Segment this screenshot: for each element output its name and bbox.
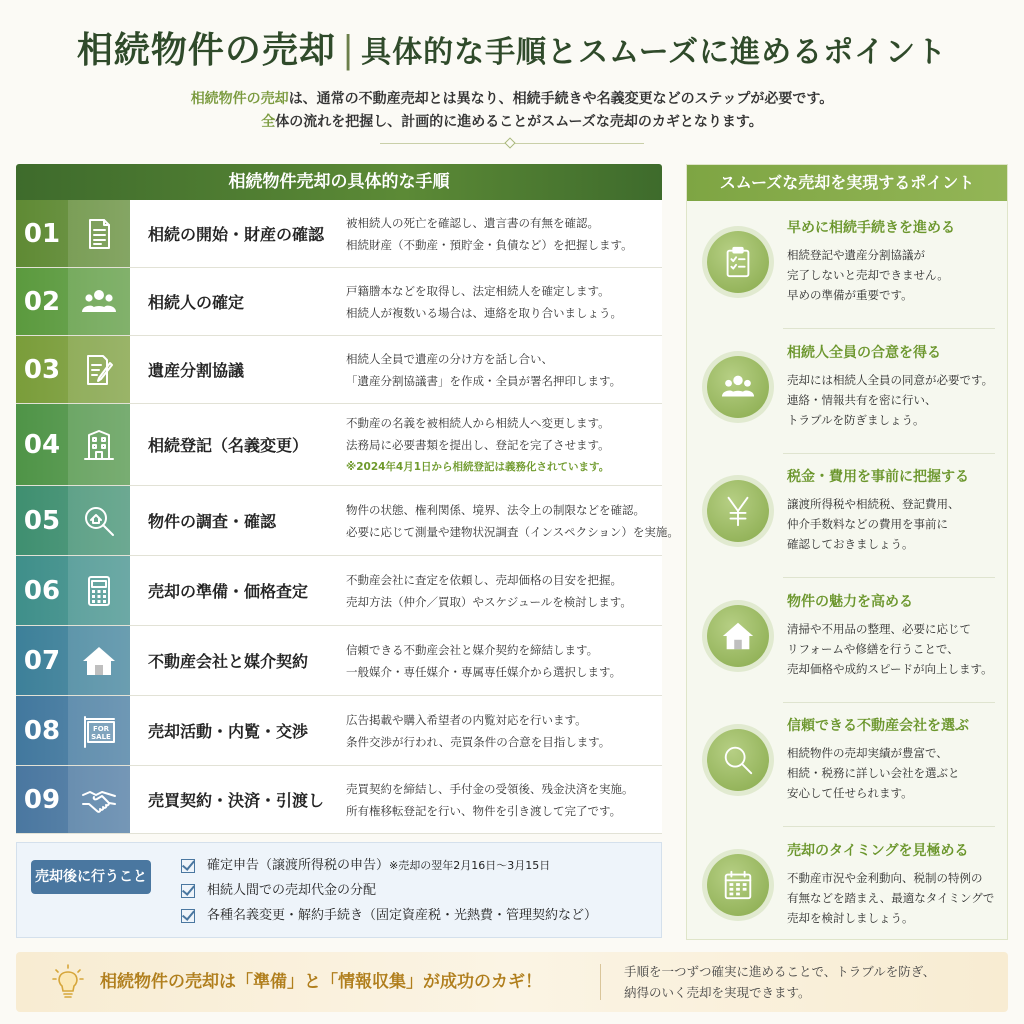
step-name: 売買契約・決済・引渡し bbox=[148, 791, 325, 810]
step-name: 売却活動・内覧・交渉 bbox=[148, 722, 309, 741]
step-number-cell bbox=[16, 766, 130, 833]
points-heading: スムーズな売却を実現するポイント bbox=[687, 165, 1007, 201]
after-sale-box bbox=[16, 842, 662, 938]
point-text-line: 連絡・情報共有を密に行い、 bbox=[787, 392, 937, 407]
point-title: 物件の魅力を高める bbox=[787, 593, 913, 610]
step-number-cell bbox=[16, 696, 130, 765]
point-title: 信頼できる不動産会社を選ぶ bbox=[787, 718, 969, 734]
point-text bbox=[787, 868, 994, 928]
step-name: 物件の調査・確認 bbox=[148, 512, 277, 531]
step-description-line: 広告掲載や購入希望者の内覧対応を行います。 bbox=[346, 712, 587, 727]
checkbox-checked-icon bbox=[181, 884, 195, 898]
document-list-icon bbox=[68, 200, 130, 267]
step-description-line: 一般媒介・専任媒介・専属専任媒介から選択します。 bbox=[346, 664, 622, 679]
point-text-line: リフォームや修繕を行うことで、 bbox=[787, 641, 959, 656]
point-item bbox=[687, 703, 1007, 827]
point-text bbox=[787, 245, 949, 305]
step-row bbox=[16, 766, 662, 834]
building-icon bbox=[68, 404, 130, 485]
point-item bbox=[687, 454, 1007, 578]
step-number: 02 bbox=[23, 286, 61, 317]
clipboard-check-icon bbox=[707, 231, 769, 293]
step-description-line: 不動産の名義を被相続人から相続人へ変更します。 bbox=[346, 415, 610, 430]
step-name: 相続人の確定 bbox=[148, 293, 245, 312]
sign-text-for: FOR bbox=[92, 724, 110, 733]
sign-text-sale: SALE bbox=[91, 732, 111, 741]
point-text-line: 売却を検討しましょう。 bbox=[787, 910, 914, 925]
step-description-line: 被相続人の死亡を確認し、遺言書の有無を確認。 bbox=[346, 215, 599, 230]
step-description-line: 「遺産分割協議書」を作成・全員が署名押印します。 bbox=[346, 373, 622, 388]
point-title: 税金・費用を事前に把握する bbox=[787, 469, 969, 485]
checkbox-checked-icon bbox=[181, 909, 195, 923]
step-number: 03 bbox=[23, 354, 61, 385]
step-description-line: 所有権移転登記を行い、物件を引き渡して完了です。 bbox=[346, 803, 622, 818]
point-text bbox=[787, 743, 960, 803]
step-description-line: 戸籍謄本などを取得し、法定相続人を確定します。 bbox=[346, 283, 610, 298]
step-row bbox=[16, 696, 662, 766]
step-number: 05 bbox=[23, 505, 61, 536]
step-description-line: 必要に応じて測量や建物状況調査（インスペクション）を実施。 bbox=[346, 524, 679, 539]
intro-line-1: は、通常の不動産売却とは異なり、相続手続きや名義変更などのステップが必要です。 bbox=[288, 91, 834, 107]
steps-heading: 相続物件売却の具体的な手順 bbox=[16, 164, 662, 200]
step-description bbox=[346, 200, 662, 267]
step-row bbox=[16, 268, 662, 336]
step-description-line: 条件交渉が行われ、売買条件の合意を目指します。 bbox=[346, 734, 611, 749]
calculator-icon bbox=[68, 556, 130, 625]
step-name: 遺産分割協議 bbox=[148, 361, 245, 380]
step-description bbox=[346, 766, 662, 833]
page-title bbox=[0, 22, 1024, 73]
magnifier-house-icon bbox=[68, 486, 130, 555]
steps-list bbox=[16, 200, 679, 834]
point-item bbox=[687, 205, 1007, 329]
point-text-line: 譲渡所得税や相続税、登記費用、 bbox=[787, 497, 960, 511]
house-icon bbox=[68, 626, 130, 695]
step-description bbox=[346, 486, 679, 555]
after-sale-item-text: 確定申告（譲渡所得税の申告） bbox=[207, 858, 390, 873]
step-row bbox=[16, 404, 662, 486]
intro-highlight-1: 相続物件の売却 bbox=[190, 91, 289, 107]
step-number: 09 bbox=[23, 784, 61, 815]
intro-divider bbox=[380, 143, 644, 144]
point-text-line: 早めの準備が重要です。 bbox=[787, 288, 913, 302]
step-number: 04 bbox=[23, 429, 61, 460]
point-item bbox=[687, 828, 1007, 952]
calendar-icon bbox=[707, 854, 769, 916]
step-name: 売却の準備・価格査定 bbox=[148, 582, 309, 601]
point-item bbox=[687, 330, 1007, 454]
step-number: 01 bbox=[23, 218, 61, 249]
magnifier-icon bbox=[707, 729, 769, 791]
after-sale-item-text: 相続人間での売却代金の分配 bbox=[207, 883, 377, 898]
points-panel bbox=[686, 164, 1008, 940]
step-name: 相続の開始・財産の確認 bbox=[148, 225, 325, 244]
after-sale-list bbox=[181, 853, 597, 928]
point-text-line: 有無などを踏まえ、最適なタイミングで bbox=[787, 890, 995, 905]
after-sale-item bbox=[181, 903, 597, 928]
after-sale-badge: 売却後に行うこと bbox=[31, 860, 151, 894]
step-number: 08 bbox=[23, 715, 61, 746]
step-number: 06 bbox=[23, 575, 61, 606]
after-sale-item bbox=[181, 878, 597, 903]
people-group-icon bbox=[68, 268, 130, 335]
step-row bbox=[16, 200, 662, 268]
step-description-line: 売買契約を締結し、手付金の受領後、残金決済を実施。 bbox=[346, 781, 634, 796]
intro-highlight-2: 全 bbox=[261, 114, 276, 130]
point-text-line: 安心して任せられます。 bbox=[787, 786, 913, 800]
banner-subtext bbox=[624, 961, 935, 1003]
point-text bbox=[787, 494, 960, 554]
page-title-main: 相続物件の売却 bbox=[76, 29, 336, 71]
point-text bbox=[787, 619, 993, 679]
step-number-cell bbox=[16, 486, 130, 555]
point-text-line: 完了しないと売却できません。 bbox=[787, 268, 949, 282]
intro-text bbox=[0, 88, 1024, 134]
point-title: 相続人全員の合意を得る bbox=[787, 344, 941, 361]
point-text-line: 売却価格や成約スピードが向上します。 bbox=[787, 661, 993, 676]
step-description bbox=[346, 404, 662, 485]
yen-icon bbox=[707, 480, 769, 542]
step-name: 相続登記（名義変更） bbox=[148, 436, 309, 455]
point-text-line: 相続・税務に詳しい会社を選ぶと bbox=[787, 766, 960, 780]
step-row bbox=[16, 486, 679, 556]
step-description-line: 売却方法（仲介／買取）やスケジュールを検討します。 bbox=[346, 594, 632, 609]
point-text-line: トラブルを防ぎましょう。 bbox=[787, 412, 925, 427]
step-description bbox=[346, 336, 662, 403]
step-row bbox=[16, 556, 662, 626]
title-separator: | bbox=[341, 30, 356, 71]
after-sale-item-text: 各種名義変更・解約手続き（固定資産税・光熱費・管理契約など） bbox=[207, 908, 598, 923]
step-description-line: 不動産会社に査定を依頼し、売却価格の目安を把握。 bbox=[346, 572, 622, 587]
handshake-icon bbox=[68, 766, 130, 833]
point-text-line: 仲介手数料などの費用を事前に bbox=[787, 517, 948, 531]
banner-sub-line: 手順を一つずつ確実に進めることで、トラブルを防ぎ、 bbox=[624, 964, 936, 979]
step-number-cell bbox=[16, 268, 130, 335]
page-subtitle: 具体的な手順とスムーズに進めるポイント bbox=[361, 35, 948, 70]
for-sale-sign-icon bbox=[68, 696, 130, 765]
step-number-cell bbox=[16, 556, 130, 625]
footer-banner bbox=[16, 952, 1008, 1012]
banner-message: 相続物件の売却は「準備」と「情報収集」が成功のカギ！ bbox=[100, 972, 542, 992]
step-number: 07 bbox=[23, 645, 61, 676]
step-description-line: 物件の状態、権利関係、境界、法令上の制限などを確認。 bbox=[346, 502, 645, 517]
step-name: 不動産会社と媒介契約 bbox=[148, 652, 309, 671]
step-number-cell bbox=[16, 404, 130, 485]
people-group-icon bbox=[707, 356, 769, 418]
step-description bbox=[346, 556, 662, 625]
point-text-line: 清掃や不用品の整理、必要に応じて bbox=[787, 621, 971, 636]
checkbox-checked-icon bbox=[181, 859, 195, 873]
house-icon bbox=[707, 605, 769, 667]
point-text bbox=[787, 370, 993, 430]
step-number-cell bbox=[16, 200, 130, 267]
document-pen-icon bbox=[68, 336, 130, 403]
point-text-line: 確認しておきましょう。 bbox=[787, 537, 914, 551]
point-title: 売却のタイミングを見極める bbox=[787, 842, 969, 859]
step-row bbox=[16, 626, 662, 696]
step-description bbox=[346, 268, 662, 335]
intro-line-2: 体の流れを把握し、計画的に進めることがスムーズな売却のカギとなります。 bbox=[275, 114, 763, 130]
after-sale-item bbox=[181, 853, 597, 878]
step-description-line: 相続人全員で遺産の分け方を話し合い、 bbox=[346, 351, 553, 366]
point-text-line: 相続登記や遺産分割協議が bbox=[787, 248, 925, 262]
banner-sub-line: 納得のいく売却を実現できます。 bbox=[624, 985, 811, 1000]
point-text-line: 売却には相続人全員の同意が必要です。 bbox=[787, 372, 994, 387]
step-description-line: 相続人が複数いる場合は、連絡を取り合いましょう。 bbox=[346, 305, 622, 320]
point-text-line: 相続物件の売却実績が豊富で、 bbox=[787, 746, 948, 760]
step-description-line: 相続財産（不動産・預貯金・負債など）を把握します。 bbox=[346, 237, 633, 252]
after-sale-item-note: ※売却の翌年2月16日〜3月15日 bbox=[389, 859, 551, 872]
step-note: ※2024年4月1日から相続登記は義務化されています。 bbox=[346, 460, 610, 473]
lightbulb-icon bbox=[52, 964, 84, 1000]
step-description bbox=[346, 696, 662, 765]
point-item bbox=[687, 579, 1007, 703]
step-number-cell bbox=[16, 336, 130, 403]
point-title: 早めに相続手続きを進める bbox=[787, 220, 955, 236]
point-text-line: 不動産市況や金利動向、税制の特例の bbox=[787, 870, 983, 885]
step-description-line: 信頼できる不動産会社と媒介契約を締結します。 bbox=[346, 642, 599, 657]
step-description bbox=[346, 626, 662, 695]
step-number-cell bbox=[16, 626, 130, 695]
step-row bbox=[16, 336, 662, 404]
step-description-line: 法務局に必要書類を提出し、登記を完了させます。 bbox=[346, 437, 610, 452]
